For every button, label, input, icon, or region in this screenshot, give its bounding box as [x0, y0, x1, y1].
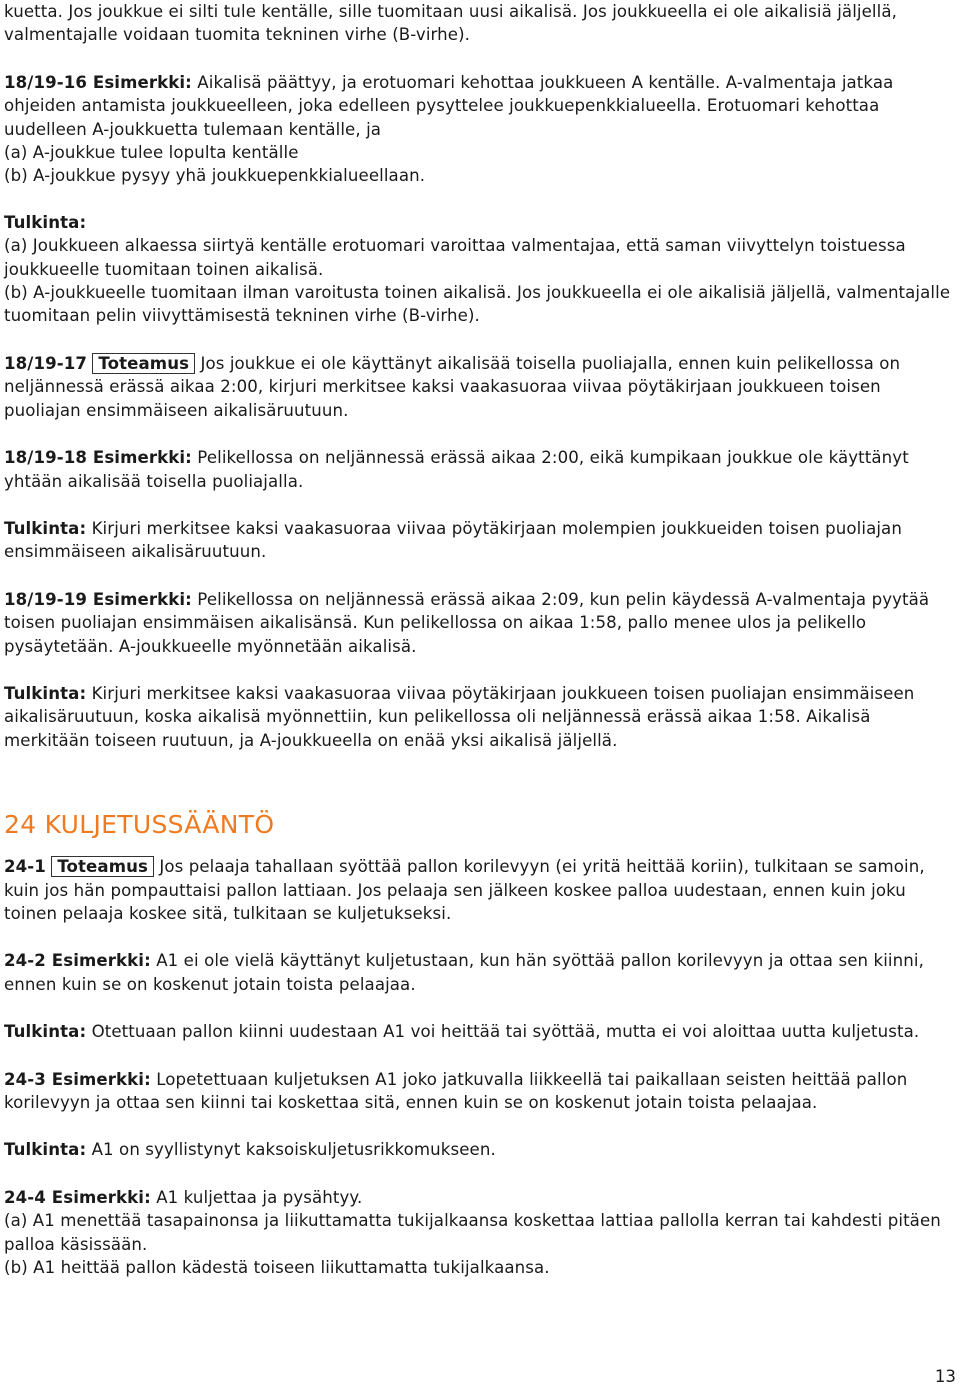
list-item: (b) A-joukkue pysyy yhä joukkuepenkkialueellaan. [4, 166, 426, 186]
list-item: (a) A-joukkue tulee lopulta kentälle [4, 143, 299, 163]
example-label: 24-3 Esimerkki: [4, 1069, 151, 1089]
interpretation-label: Tulkinta: [4, 518, 87, 538]
statement-24-1 [4, 855, 956, 925]
example-text: A1 ei ole vielä käyttänyt kuljetustaan, kun hän syöttää pallon korilevyyn ja ottaa sen kiinni, ennen kuin se on koskenut jotain toista pelaajaa. [4, 951, 924, 994]
section-heading: 24 KULJETUSSÄÄNTÖ [4, 810, 275, 840]
example-label: 18/19-16 Esimerkki: [4, 72, 192, 92]
interpretation-24-3 [4, 1138, 956, 1161]
interpretation-18-19-18 [4, 517, 956, 564]
interpretation-label: Tulkinta: [4, 1022, 87, 1042]
statement-text: Jos joukkue ei ole käyttänyt aikalisää toisella puoliajalla, ennen kuin pelikellossa on neljännessä erässä aikaa 2:00, kirjuri merkitsee kaksi vaakasuoraa viivaa pöytäkirjaan joukkueen toisen puoliajan ensimmäiseen aikalisäruutuun. [4, 353, 901, 420]
intro-paragraph: kuetta. Jos joukkue ei silti tule kentälle, sille tuomitaan uusi aikalisä. Jos joukkueella ei ole aikalisiä jäljellä, valmentajalle voidaan tuomita tekninen virhe (B-virhe). [4, 2, 897, 45]
example-text: Lopetettuaan kuljetuksen A1 joko jatkuvalla liikkeellä tai paikallaan seisten heittää pallon korilevyyn ja ottaa sen kiinni tai koskettaa sitä, ennen kuin se on koskenut jotain toista pelaajaa. [4, 1069, 908, 1112]
list-item: (b) A-joukkueelle tuomitaan ilman varoitusta toinen aikalisä. Jos joukkueella ei ole aikalisiä jäljellä, valmentajalle tuomitaan pelin viivyttämisestä tekninen virhe (B-virhe). [4, 283, 951, 326]
example-text: Pelikellossa on neljännessä erässä aikaa 2:00, eikä kumpikaan joukkue ole käyttänyt yhtään aikalisää toisella puoliajalla. [4, 448, 909, 491]
interpretation-text: A1 on syyllistynyt kaksoiskuljetusrikkomukseen. [86, 1140, 496, 1160]
interpretation-text: Kirjuri merkitsee kaksi vaakasuoraa viivaa pöytäkirjaan molempien joukkueiden toisen puoliajan ensimmäiseen aikalisäruutuun. [4, 518, 902, 562]
example-24-4 [4, 1186, 956, 1209]
example-24-2 [4, 949, 956, 996]
statement-text: Jos pelaaja tahallaan syöttää pallon korilevyyn (ei yritä heittää koriin), tulkitaan se samoin, kuin jos hän pompauttaisi pallon lattiaan. Jos pelaaja sen jälkeen koskee palloa uudestaan, ennen kuin joku toinen pelaaja koskee sitä, tulkitaan se kuljetukseksi. [4, 857, 925, 923]
statement-label: 24-1 [4, 857, 46, 877]
example-label: 18/19-18 Esimerkki: [4, 448, 192, 468]
statement-box: Toteamus [92, 353, 195, 374]
statement-18-19-17 [4, 352, 956, 422]
example-18-19-18 [4, 446, 956, 493]
example-18-19-16 [4, 71, 956, 141]
document-page [4, 0, 956, 1279]
interpretation-18-19-19 [4, 682, 956, 752]
interpretation-label: Tulkinta: [4, 1140, 87, 1160]
example-label: 18/19-19 Esimerkki: [4, 589, 192, 609]
page-number: 13 [934, 1367, 956, 1386]
example-text: A1 kuljettaa ja pysähtyy. [150, 1187, 363, 1207]
example-text: Pelikellossa on neljännessä erässä aikaa 2:09, kun pelin käydessä A-valmentaja pyytää toisen puoliajan ensimmäisen aikalisänsä. Kun pelikellossa on aikaa 1:58, pallo menee ulos ja pelikello pysäytetään. A-joukkueelle myönnetään aikalisä. [4, 589, 930, 656]
interpretation-label: Tulkinta: [4, 212, 87, 232]
example-label: 24-4 Esimerkki: [4, 1187, 151, 1207]
list-item: (a) Joukkueen alkaessa siirtyä kentälle erotuomari varoittaa valmentajaa, että saman viivyttelyn toistuessa joukkueelle tuomitaan toinen aikalisä. [4, 236, 906, 279]
interpretation-text: Otettuaan pallon kiinni uudestaan A1 voi heittää tai syöttää, mutta ei voi aloittaa uutta kuljetusta. [86, 1022, 920, 1042]
example-label: 24-2 Esimerkki: [4, 951, 151, 971]
example-text: Aikalisä päättyy, ja erotuomari kehottaa joukkueen A kentälle. A-valmentaja jatkaa ohjeiden antamista joukkueelleen, joka edelleen pysyttelee joukkuepenkkialueella. Erotuomari kehottaa uudelleen A-joukkuetta tulemaan kentälle, ja [4, 72, 894, 139]
interpretation-label: Tulkinta: [4, 683, 87, 703]
interpretation-text: Kirjuri merkitsee kaksi vaakasuoraa viivaa pöytäkirjaan joukkueen toisen puoliajan ensimmäiseen aikalisäruutuun, koska aikalisä myönnettiin, kun pelikellossa oli neljännessä erässä aikaa 1:58. Aikalisä merkitään toiseen ruutuun, ja A-joukkueella on enää yksi aikalisä jäljellä. [4, 683, 915, 750]
statement-box: Toteamus [51, 856, 154, 877]
example-18-19-19 [4, 588, 956, 658]
statement-label: 18/19-17 [4, 353, 88, 373]
interpretation-18-19-16 [4, 211, 956, 234]
interpretation-24-2 [4, 1020, 956, 1043]
list-item: (b) A1 heittää pallon kädestä toiseen liikuttamatta tukijalkaansa. [4, 1258, 550, 1278]
list-item: (a) A1 menettää tasapainonsa ja liikuttamatta tukijalkaansa koskettaa lattiaa pallolla kerran tai kahdesti pitäen palloa käsissään. [4, 1211, 941, 1254]
example-24-3 [4, 1068, 956, 1115]
